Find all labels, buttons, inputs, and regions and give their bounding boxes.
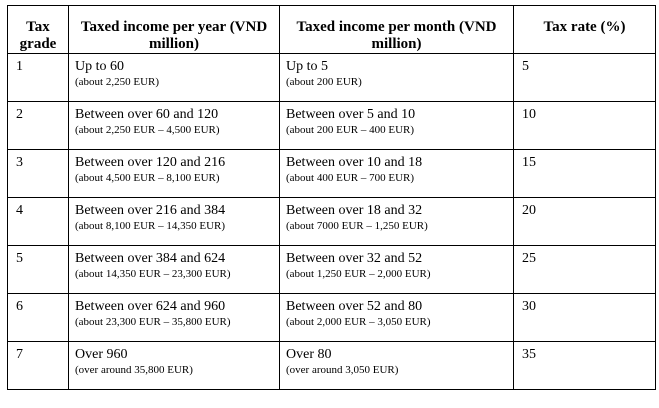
eur-equivalent-text: (about 14,350 EUR – 23,300 EUR) [75, 268, 231, 280]
income-per-month-cell [280, 54, 514, 102]
header-tax-rate: Tax rate (%) [514, 6, 656, 54]
income-range-text: Between over 60 and 120 [75, 107, 219, 122]
income-range-text: Over 960 [75, 347, 128, 362]
tax-grade-cell: 2 [8, 102, 69, 150]
income-per-month-cell [280, 294, 514, 342]
tax-rate-cell: 25 [514, 246, 656, 294]
tax-rate-cell: 20 [514, 198, 656, 246]
tax-rate-table [7, 5, 656, 390]
header-tax-grade: Tax grade [8, 6, 69, 54]
income-range-text: Up to 5 [286, 59, 328, 74]
income-range-text: Between over 10 and 18 [286, 155, 423, 170]
tax-grade-cell: 3 [8, 150, 69, 198]
table-row [8, 150, 656, 198]
income-range-text: Between over 32 and 52 [286, 251, 423, 266]
eur-equivalent-text: (about 200 EUR – 400 EUR) [286, 124, 415, 136]
income-per-year-cell [69, 294, 280, 342]
header-row [8, 6, 656, 54]
eur-equivalent-text: (about 400 EUR – 700 EUR) [286, 172, 415, 184]
table-row [8, 102, 656, 150]
eur-equivalent-text: (about 23,300 EUR – 35,800 EUR) [75, 316, 231, 328]
income-per-year-cell [69, 198, 280, 246]
table-body [8, 54, 656, 390]
eur-equivalent-text: (about 2,000 EUR – 3,050 EUR) [286, 316, 431, 328]
income-range-text: Between over 120 and 216 [75, 155, 226, 170]
income-range-text: Between over 384 and 624 [75, 251, 226, 266]
income-per-year-cell [69, 102, 280, 150]
income-per-month-cell [280, 246, 514, 294]
income-range-text: Between over 18 and 32 [286, 203, 423, 218]
tax-grade-cell: 7 [8, 342, 69, 390]
income-range-text: Over 80 [286, 347, 332, 362]
eur-equivalent-text: (over around 35,800 EUR) [75, 364, 193, 376]
table-row [8, 54, 656, 102]
tax-rate-cell: 5 [514, 54, 656, 102]
table-header [8, 6, 656, 54]
tax-rate-cell: 10 [514, 102, 656, 150]
table-row [8, 294, 656, 342]
income-per-month-cell [280, 102, 514, 150]
eur-equivalent-text: (about 200 EUR) [286, 76, 362, 88]
tax-rate-cell: 15 [514, 150, 656, 198]
tax-rate-cell: 30 [514, 294, 656, 342]
tax-rate-cell: 35 [514, 342, 656, 390]
eur-equivalent-text: (about 2,250 EUR – 4,500 EUR) [75, 124, 220, 136]
table-row [8, 342, 656, 390]
tax-grade-cell: 1 [8, 54, 69, 102]
income-per-month-cell [280, 150, 514, 198]
eur-equivalent-text: (about 7000 EUR – 1,250 EUR) [286, 220, 428, 232]
table-row [8, 198, 656, 246]
table-row [8, 246, 656, 294]
eur-equivalent-text: (about 8,100 EUR – 14,350 EUR) [75, 220, 226, 232]
tax-grade-cell: 4 [8, 198, 69, 246]
income-range-text: Between over 216 and 384 [75, 203, 226, 218]
income-range-text: Between over 5 and 10 [286, 107, 416, 122]
income-per-year-cell [69, 150, 280, 198]
header-income-per-year: Taxed income per year (VND million) [69, 6, 280, 54]
income-per-month-cell [280, 342, 514, 390]
income-range-text: Between over 52 and 80 [286, 299, 423, 314]
tax-grade-cell: 6 [8, 294, 69, 342]
eur-equivalent-text: (about 2,250 EUR) [75, 76, 160, 88]
tax-grade-cell: 5 [8, 246, 69, 294]
eur-equivalent-text: (about 4,500 EUR – 8,100 EUR) [75, 172, 220, 184]
income-per-month-cell [280, 198, 514, 246]
eur-equivalent-text: (about 1,250 EUR – 2,000 EUR) [286, 268, 431, 280]
income-per-year-cell [69, 246, 280, 294]
income-per-year-cell [69, 342, 280, 390]
income-range-text: Up to 60 [75, 59, 124, 74]
eur-equivalent-text: (over around 3,050 EUR) [286, 364, 399, 376]
header-income-per-month: Taxed income per month (VND million) [280, 6, 514, 54]
income-range-text: Between over 624 and 960 [75, 299, 226, 314]
income-per-year-cell [69, 54, 280, 102]
